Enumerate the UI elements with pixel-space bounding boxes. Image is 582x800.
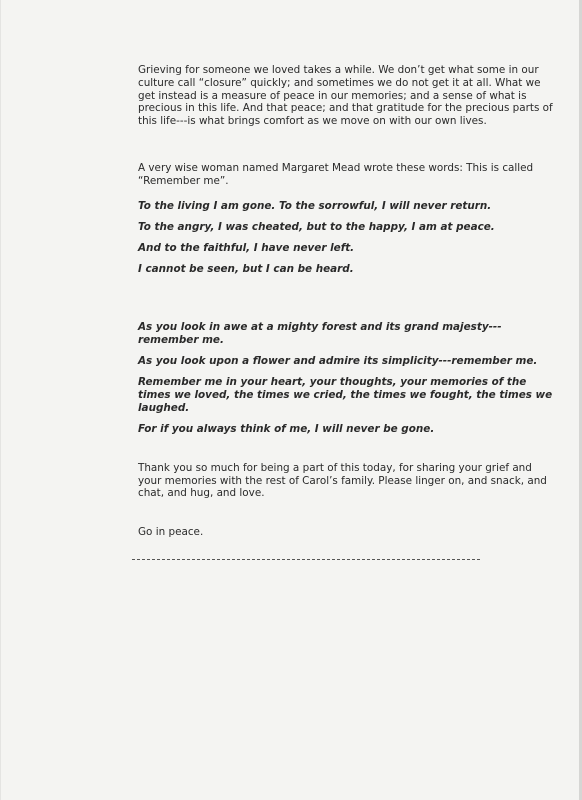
poem-line: I cannot be seen, but I can be heard. xyxy=(138,263,354,276)
poem-line: As you look upon a flower and admire its simplicity---remember me. xyxy=(138,354,538,367)
closing-paragraph: Thank you so much for being a part of this today, for sharing your grief and your memories with the rest of Carol’s family. Please linger on, and snack, and chat, and hug, and love. xyxy=(138,461,547,500)
dashed-divider xyxy=(132,559,480,560)
stanza-spacer xyxy=(138,285,558,321)
poem-line: To the living I am gone. To the sorrowful, I will never return. xyxy=(138,199,492,212)
farewell-line: Go in peace. xyxy=(138,526,204,539)
poem-line: For if you always think of me, I will never be gone. xyxy=(138,423,435,436)
poem-introduction: A very wise woman named Margaret Mead wrote these words: This is called “Remember me”. xyxy=(138,161,534,187)
poem-line: To the angry, I was cheated, but to the happy, I am at peace. xyxy=(138,220,495,233)
poem-line: And to the faithful, I have never left. xyxy=(138,242,355,255)
intro-paragraph: Grieving for someone we loved takes a while. We don’t get what some in our culture call “closure” quickly; and sometimes we do not get it at all. What we get instead is a measure of peace in our memories; and a sense of what is precious in this life. And that peace; and that gratitude for the precious parts of this life---is what brings comfort as we move on with our own lives. xyxy=(138,64,553,128)
poem-line: As you look in awe at a mighty forest and its grand majesty---remember me. xyxy=(138,320,502,346)
poem-stanza-2 xyxy=(138,321,558,436)
document-body xyxy=(138,64,558,560)
poem-stanza-1 xyxy=(138,200,558,277)
poem-line: Remember me in your heart, your thoughts, your memories of the times we loved, the times we cried, the times we fought, the times we laughed. xyxy=(138,376,553,414)
